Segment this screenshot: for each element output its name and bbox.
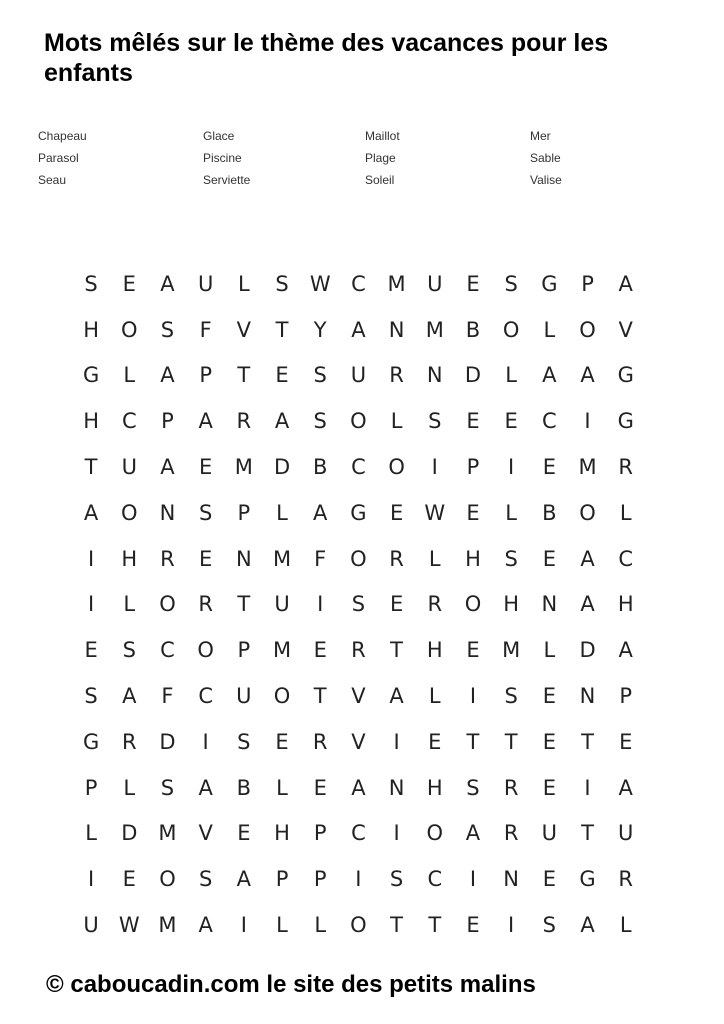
word-item: Soleil xyxy=(365,173,395,187)
grid-letter: A xyxy=(160,271,175,296)
grid-letter: F xyxy=(199,317,212,342)
grid-letter: C xyxy=(351,455,366,480)
grid-letter: P xyxy=(313,821,327,846)
grid-letter: I xyxy=(469,867,477,892)
grid-letter: L xyxy=(276,500,288,525)
grid-letter: N xyxy=(503,867,520,892)
grid-letter: B xyxy=(542,500,557,525)
grid-letter: W xyxy=(424,500,446,525)
grid-letter: S xyxy=(275,271,289,296)
grid-letter: E xyxy=(122,271,136,296)
grid-letter: L xyxy=(85,821,97,846)
grid-letter: H xyxy=(617,592,634,617)
grid-letter: O xyxy=(197,638,214,663)
grid-letter: E xyxy=(542,867,556,892)
grid-letter: O xyxy=(579,317,596,342)
grid-letter: A xyxy=(160,455,175,480)
grid-letter: G xyxy=(617,363,634,388)
grid-letter: B xyxy=(465,317,481,342)
grid-letter: R xyxy=(427,592,443,617)
grid-letter: N xyxy=(235,546,252,571)
grid-letter: I xyxy=(240,913,247,938)
grid-letter: S xyxy=(160,317,175,342)
grid-letter: M xyxy=(234,455,253,480)
grid-letter: A xyxy=(160,363,175,388)
grid-letter: L xyxy=(276,775,288,800)
grid-letter: W xyxy=(309,271,331,296)
grid-letter: I xyxy=(584,775,591,800)
word-item: Serviette xyxy=(203,173,251,187)
grid-letter: W xyxy=(118,913,140,938)
grid-letter: I xyxy=(87,546,95,571)
grid-letter: D xyxy=(121,821,138,846)
grid-letter: C xyxy=(618,546,634,571)
grid-letter: S xyxy=(542,913,557,938)
grid-letter: U xyxy=(197,271,214,296)
footer-credit: © caboucadin.com le site des petits malins xyxy=(46,971,536,998)
grid-letter: T xyxy=(313,684,327,709)
word-item: Chapeau xyxy=(38,129,87,143)
grid-letter: I xyxy=(508,455,515,480)
grid-letter: A xyxy=(198,775,213,800)
grid-letter: N xyxy=(579,684,596,709)
grid-letter: E xyxy=(237,821,251,846)
grid-letter: I xyxy=(431,455,438,480)
grid-letter: R xyxy=(389,363,404,388)
grid-letter: A xyxy=(580,913,595,938)
grid-letter: N xyxy=(426,363,443,388)
grid-letter: R xyxy=(121,729,137,754)
grid-letter: L xyxy=(428,684,441,709)
grid-letter: S xyxy=(504,271,518,296)
word-item: Parasol xyxy=(38,151,79,165)
grid-letter: P xyxy=(237,638,251,663)
grid-letter: M xyxy=(425,317,444,342)
grid-letter: L xyxy=(123,363,136,388)
grid-letter: H xyxy=(465,546,481,571)
grid-letter: R xyxy=(389,546,404,571)
grid-letter: S xyxy=(122,638,136,663)
grid-letter: L xyxy=(543,638,556,663)
grid-letter: Y xyxy=(313,317,327,342)
grid-letter: A xyxy=(618,775,633,800)
grid-letter: T xyxy=(504,729,518,754)
grid-letter: C xyxy=(198,684,213,709)
grid-letter: O xyxy=(159,592,176,617)
word-item: Plage xyxy=(365,151,396,165)
grid-letter: E xyxy=(275,729,289,754)
grid-letter: S xyxy=(389,867,404,892)
grid-letter: U xyxy=(541,821,558,846)
grid-letter: S xyxy=(351,592,366,617)
grid-letter: E xyxy=(199,455,213,480)
word-list xyxy=(38,125,658,191)
grid-letter: H xyxy=(503,592,520,617)
grid-letter: O xyxy=(273,684,291,709)
word-item: Valise xyxy=(530,173,562,187)
grid-letter: A xyxy=(542,363,557,388)
grid-letter: P xyxy=(275,867,289,892)
grid-letter: O xyxy=(388,455,405,480)
grid-letter: C xyxy=(160,638,175,663)
grid-letter: N xyxy=(388,317,405,342)
grid-letter: I xyxy=(202,729,209,754)
grid-letter: H xyxy=(426,775,443,800)
grid-letter: P xyxy=(199,363,212,388)
grid-letter: S xyxy=(504,684,518,709)
grid-letter: R xyxy=(198,592,213,617)
grid-letter: T xyxy=(237,363,251,388)
page-title: Mots mêlés sur le thème des vacances pour les enfants xyxy=(44,29,609,87)
grid-letter: A xyxy=(236,867,252,892)
grid-letter: C xyxy=(427,867,443,892)
grid-letter: C xyxy=(542,409,557,434)
grid-letter: D xyxy=(579,638,596,663)
grid-letter: T xyxy=(275,317,289,342)
grid-letter: I xyxy=(508,913,515,938)
grid-letter: I xyxy=(393,729,400,754)
grid-letter: G xyxy=(82,729,100,754)
word-item: Maillot xyxy=(365,129,400,143)
grid-letter: O xyxy=(121,317,138,342)
grid-letter: C xyxy=(351,821,366,846)
word-item: Sable xyxy=(530,151,561,165)
grid-letter: T xyxy=(581,821,594,846)
word-item: Glace xyxy=(203,129,235,143)
grid-letter: I xyxy=(469,684,477,709)
grid-letter: H xyxy=(274,821,290,846)
grid-letter: H xyxy=(83,409,99,434)
grid-letter: E xyxy=(466,638,480,663)
grid-letter: T xyxy=(581,729,594,754)
grid-letter: A xyxy=(618,638,633,663)
grid-letter: U xyxy=(83,913,99,938)
word-item: Piscine xyxy=(203,151,242,165)
grid-letter: R xyxy=(160,546,175,571)
grid-letter: A xyxy=(351,317,366,342)
grid-letter: V xyxy=(351,684,366,709)
grid-letter: T xyxy=(84,455,98,480)
grid-letter: O xyxy=(579,500,596,525)
grid-letter: S xyxy=(466,775,480,800)
grid-letter: E xyxy=(389,592,404,617)
grid-letter: D xyxy=(159,729,176,754)
grid-letter: I xyxy=(393,821,400,846)
grid-letter: S xyxy=(84,684,98,709)
grid-letter: E xyxy=(542,684,556,709)
grid-letter: E xyxy=(542,729,556,754)
grid-letter: T xyxy=(466,729,480,754)
grid-letter: E xyxy=(313,638,327,663)
grid-letter: M xyxy=(578,455,597,480)
grid-letter: S xyxy=(313,409,327,434)
grid-letter: E xyxy=(504,409,518,434)
grid-letter: M xyxy=(502,638,521,663)
grid-letter: R xyxy=(503,775,519,800)
grid-letter: U xyxy=(618,821,634,846)
grid-letter: V xyxy=(236,317,252,342)
grid-letter: E xyxy=(313,775,327,800)
grid-letter: E xyxy=(542,546,556,571)
grid-letter: M xyxy=(158,821,177,846)
grid-letter: B xyxy=(236,775,252,800)
grid-letter: D xyxy=(464,363,482,388)
grid-letter: S xyxy=(84,271,98,296)
grid-letter: R xyxy=(503,821,519,846)
grid-letter: T xyxy=(237,592,251,617)
grid-letter: E xyxy=(428,729,442,754)
grid-letter: O xyxy=(426,821,444,846)
grid-letter: A xyxy=(618,271,633,296)
grid-letter: L xyxy=(619,500,632,525)
grid-letter: L xyxy=(543,317,556,342)
grid-letter: G xyxy=(82,363,100,388)
grid-letter: P xyxy=(237,500,251,525)
grid-letter: N xyxy=(541,592,558,617)
grid-letter: R xyxy=(351,638,366,663)
grid-letter: A xyxy=(198,913,213,938)
grid-letter: T xyxy=(390,638,403,663)
grid-letter: E xyxy=(199,546,213,571)
grid-letter: M xyxy=(158,913,177,938)
word-item: Seau xyxy=(38,173,67,187)
grid-letter: U xyxy=(236,684,252,709)
grid-letter: O xyxy=(350,409,367,434)
grid-letter: S xyxy=(313,363,327,388)
grid-letter: A xyxy=(465,821,481,846)
grid-letter: M xyxy=(272,638,292,663)
grid-letter: E xyxy=(466,500,480,525)
grid-letter: D xyxy=(273,455,291,480)
grid-letter: I xyxy=(355,867,362,892)
grid-letter: A xyxy=(580,546,595,571)
grid-letter: E xyxy=(466,913,480,938)
grid-letter: M xyxy=(387,271,406,296)
grid-letter: L xyxy=(505,500,517,525)
grid-letter: I xyxy=(87,867,95,892)
grid-letter: I xyxy=(87,592,95,617)
grid-letter: M xyxy=(272,546,292,571)
grid-letter: A xyxy=(580,363,595,388)
grid-letter: C xyxy=(351,271,366,296)
letter-grid xyxy=(72,261,645,948)
grid-letter: U xyxy=(350,363,367,388)
grid-letter: E xyxy=(466,271,480,296)
grid-letter: A xyxy=(83,500,99,525)
grid-letter: P xyxy=(84,775,98,800)
grid-letter: E xyxy=(389,500,404,525)
grid-letter: R xyxy=(618,867,634,892)
grid-letter: G xyxy=(541,271,558,296)
grid-letter: A xyxy=(389,684,404,709)
grid-letter: A xyxy=(274,409,290,434)
grid-letter: F xyxy=(314,546,327,571)
grid-letter: S xyxy=(198,500,213,525)
grid-letter: S xyxy=(504,546,518,571)
grid-letter: O xyxy=(464,592,482,617)
grid-letter: H xyxy=(83,317,99,342)
grid-letter: E xyxy=(84,638,98,663)
grid-letter: A xyxy=(198,409,213,434)
grid-letter: U xyxy=(121,455,137,480)
grid-letter: G xyxy=(350,500,367,525)
grid-letter: L xyxy=(390,409,403,434)
grid-letter: O xyxy=(121,500,138,525)
grid-letter: L xyxy=(237,271,250,296)
grid-letter: A xyxy=(351,775,366,800)
grid-letter: S xyxy=(237,729,251,754)
grid-letter: R xyxy=(312,729,328,754)
grid-letter: E xyxy=(542,455,556,480)
grid-letter: R xyxy=(236,409,252,434)
grid-letter: G xyxy=(617,409,634,434)
grid-letter: U xyxy=(274,592,290,617)
grid-letter: O xyxy=(350,546,367,571)
grid-letter: A xyxy=(580,592,595,617)
grid-letter: O xyxy=(502,317,520,342)
grid-letter: A xyxy=(122,684,137,709)
grid-letter: S xyxy=(160,775,175,800)
grid-letter: H xyxy=(426,638,443,663)
grid-letter: G xyxy=(579,867,596,892)
grid-letter: C xyxy=(121,409,137,434)
grid-letter: T xyxy=(390,913,403,938)
grid-letter: P xyxy=(619,684,633,709)
grid-letter: E xyxy=(619,729,633,754)
grid-letter: E xyxy=(466,409,480,434)
grid-letter: O xyxy=(159,867,176,892)
grid-letter: B xyxy=(313,455,328,480)
word-item: Mer xyxy=(530,129,551,143)
grid-letter: I xyxy=(317,592,324,617)
grid-letter: S xyxy=(198,867,213,892)
grid-letter: P xyxy=(466,455,480,480)
grid-letter: P xyxy=(581,271,594,296)
grid-letter: L xyxy=(619,913,632,938)
grid-letter: L xyxy=(123,592,136,617)
grid-letter: N xyxy=(159,500,176,525)
grid-letter: V xyxy=(198,821,213,846)
grid-letter: T xyxy=(428,913,442,938)
grid-letter: P xyxy=(313,867,327,892)
grid-letter: V xyxy=(618,317,633,342)
grid-letter: V xyxy=(351,729,366,754)
grid-letter: R xyxy=(618,455,634,480)
grid-letter: E xyxy=(275,363,289,388)
grid-letter: I xyxy=(584,409,591,434)
grid-letter: N xyxy=(388,775,405,800)
grid-letter: L xyxy=(314,913,327,938)
grid-letter: U xyxy=(427,271,443,296)
grid-letter: L xyxy=(123,775,136,800)
grid-letter: A xyxy=(313,500,328,525)
grid-letter: P xyxy=(161,409,174,434)
grid-letter: L xyxy=(428,546,441,571)
grid-letter: S xyxy=(428,409,442,434)
grid-letter: E xyxy=(122,867,136,892)
grid-letter: L xyxy=(505,363,517,388)
grid-letter: F xyxy=(161,684,174,709)
grid-letter: L xyxy=(276,913,288,938)
grid-letter: E xyxy=(542,775,556,800)
grid-letter: H xyxy=(121,546,138,571)
grid-letter: O xyxy=(350,913,367,938)
